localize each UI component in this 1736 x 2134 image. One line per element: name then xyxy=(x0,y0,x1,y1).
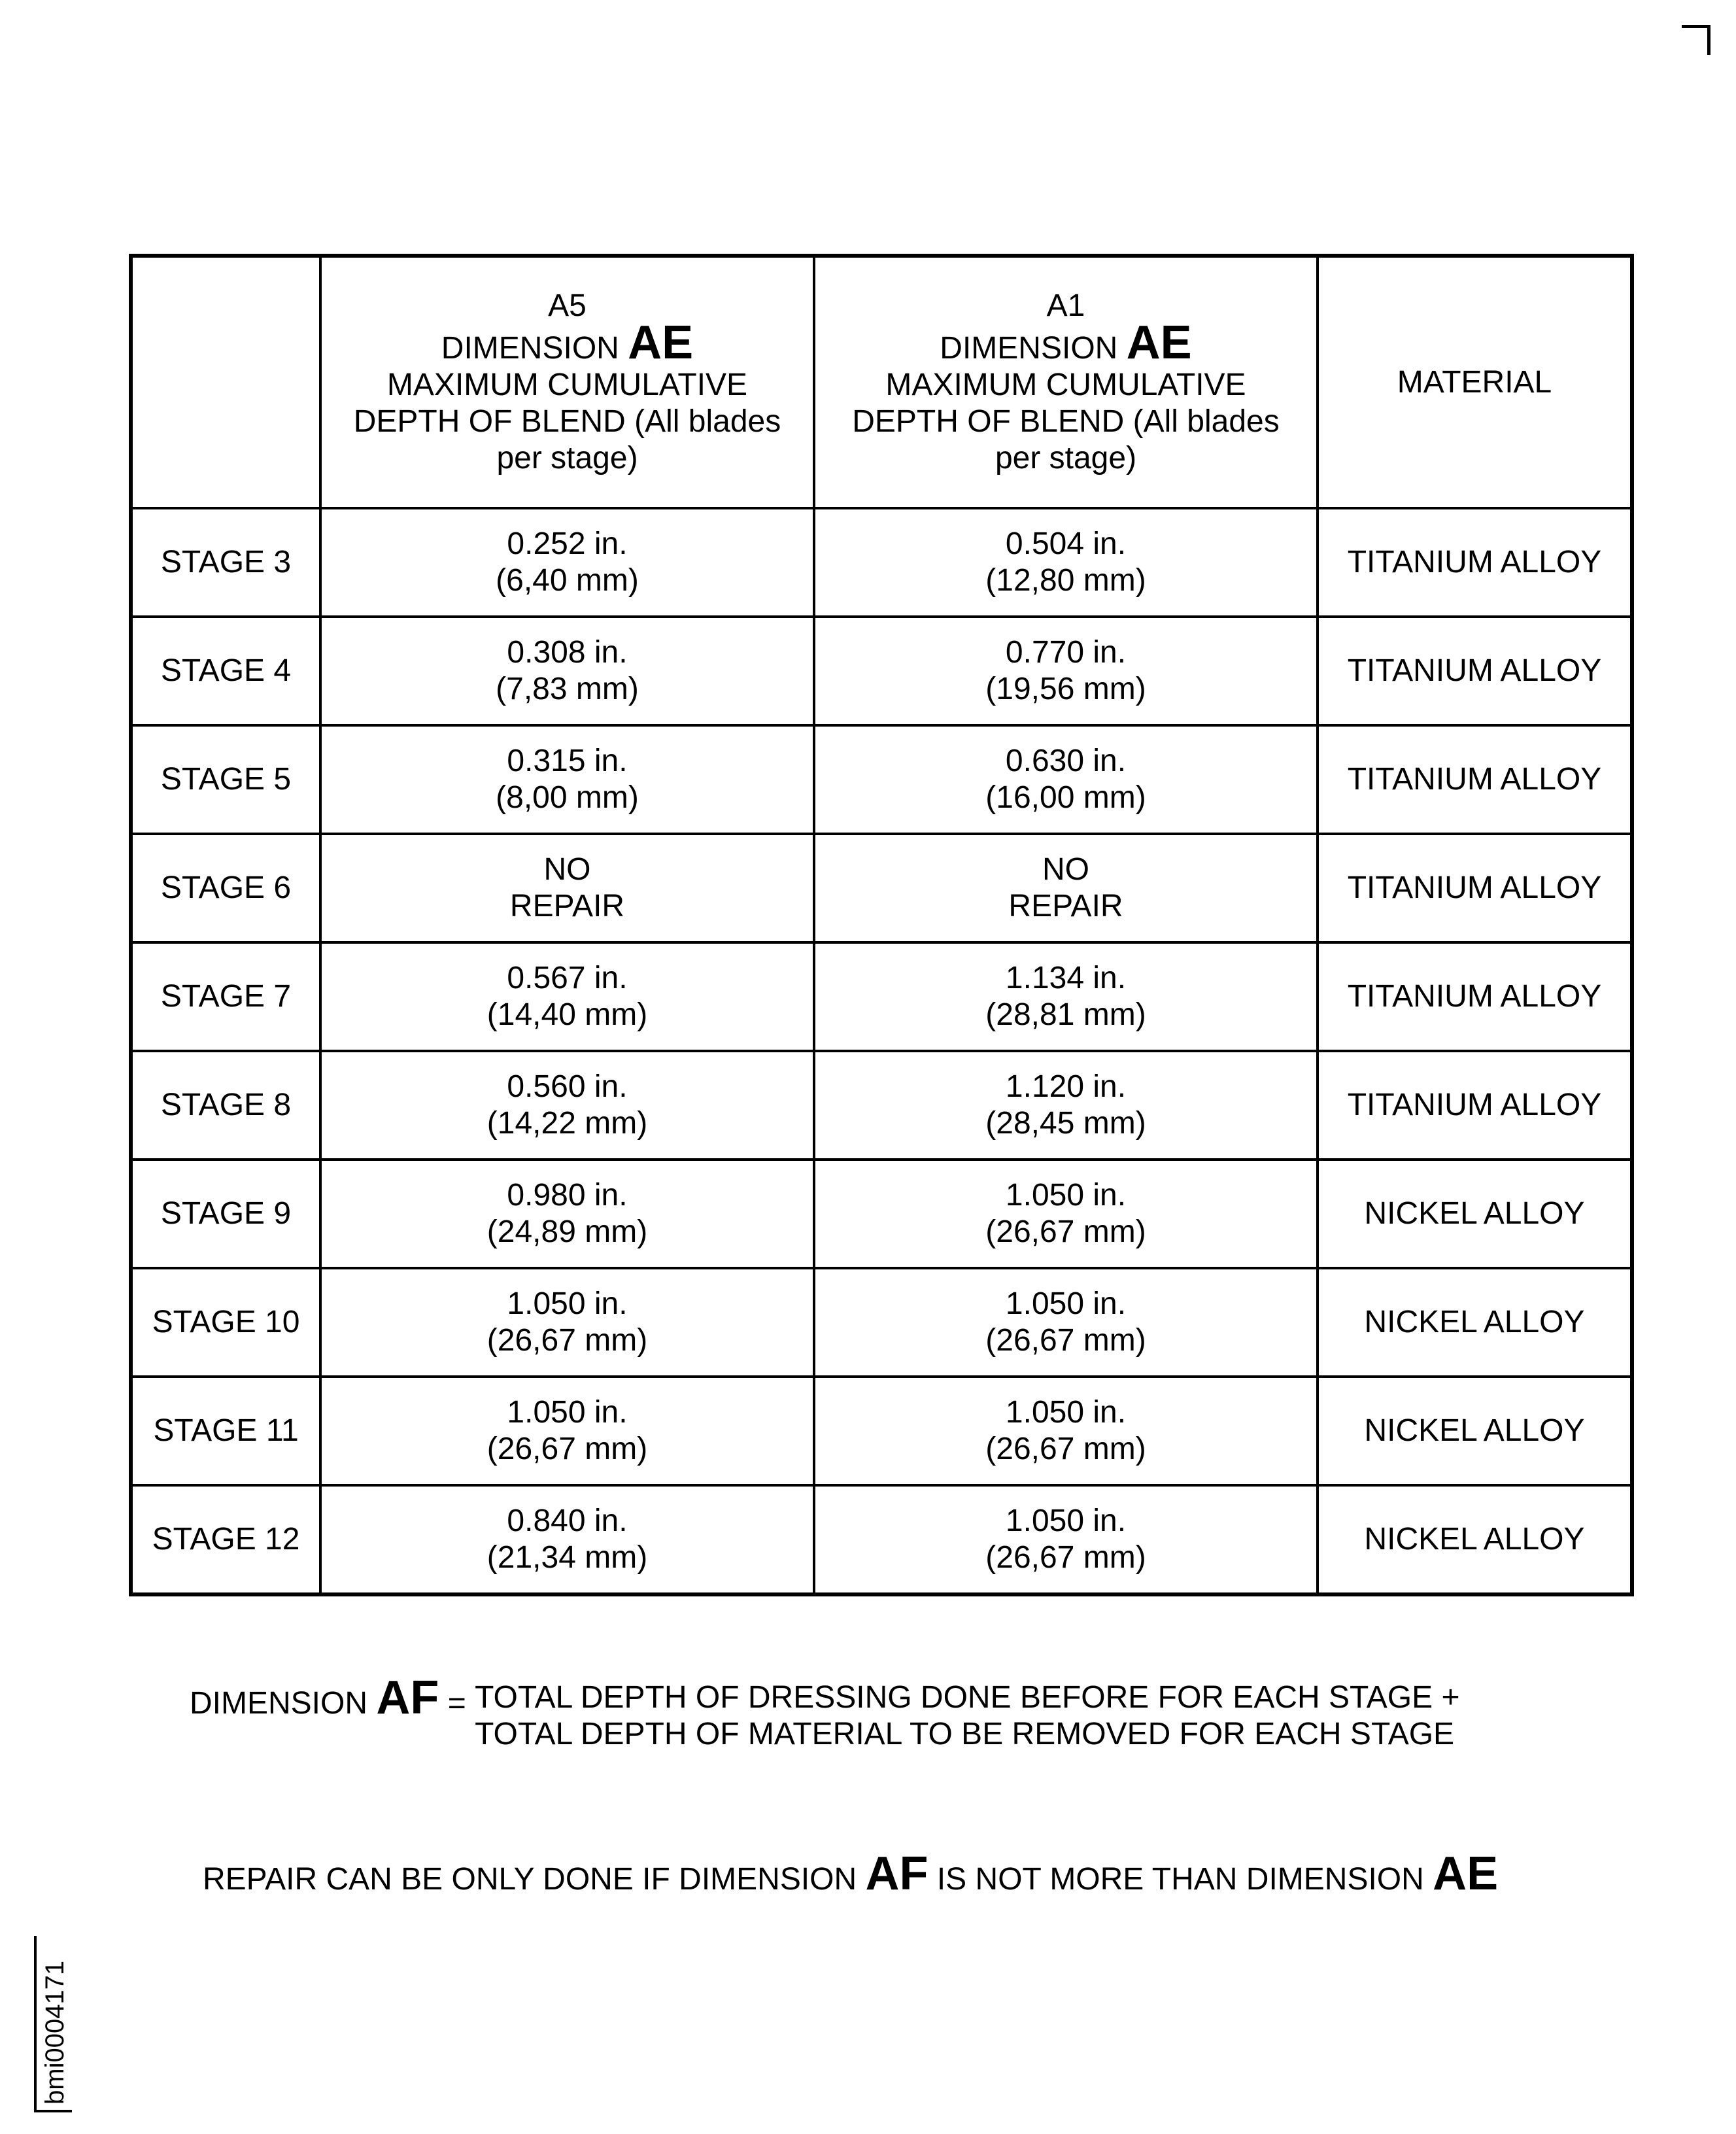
a1-depth-cell xyxy=(814,508,1318,617)
a1-depth-cell xyxy=(814,942,1318,1051)
a1-depth-line: 1.050 in. xyxy=(1005,1395,1127,1430)
material-cell: TITANIUM ALLOY xyxy=(1318,508,1632,617)
repair-note-part1: REPAIR CAN BE ONLY DONE IF DIMENSION xyxy=(203,1862,857,1897)
a1-depth-line: (26,67 mm) xyxy=(985,1214,1146,1249)
a1-depth-cell xyxy=(814,1485,1318,1594)
stage-cell: STAGE 7 xyxy=(131,942,320,1051)
material-cell: NICKEL ALLOY xyxy=(1318,1160,1632,1268)
table-header-row xyxy=(131,256,1632,508)
material-cell: TITANIUM ALLOY xyxy=(1318,942,1632,1051)
material-cell: NICKEL ALLOY xyxy=(1318,1485,1632,1594)
stage-cell: STAGE 5 xyxy=(131,725,320,834)
a1-depth-line: NO xyxy=(1042,852,1089,887)
stage-cell: STAGE 3 xyxy=(131,508,320,617)
a1-depth-line: 1.120 in. xyxy=(1005,1069,1127,1104)
table-body xyxy=(131,508,1632,1594)
a5-depth-line: 0.560 in. xyxy=(507,1069,628,1104)
af-note-equals: = xyxy=(447,1686,466,1721)
af-note-line2: TOTAL DEPTH OF MATERIAL TO BE REMOVED FOR EACH STAGE xyxy=(475,1717,1455,1751)
a5-depth-line: (26,67 mm) xyxy=(486,1432,648,1466)
table-row xyxy=(131,1051,1632,1160)
a5-depth-line: (21,34 mm) xyxy=(486,1540,648,1575)
material-cell: TITANIUM ALLOY xyxy=(1318,725,1632,834)
header-a5-line2: DEPTH OF BLEND (All blades xyxy=(353,404,781,439)
table-row xyxy=(131,942,1632,1051)
a5-depth-line: (24,89 mm) xyxy=(486,1214,648,1249)
a5-depth-line: NO xyxy=(543,852,591,887)
table-row xyxy=(131,1377,1632,1485)
stage-cell: STAGE 8 xyxy=(131,1051,320,1160)
repair-note-part2: IS NOT MORE THAN DIMENSION xyxy=(936,1862,1424,1897)
table-row xyxy=(131,617,1632,725)
figure-id: bmi0004171 xyxy=(41,1960,69,2105)
header-a5-line3: per stage) xyxy=(496,441,638,475)
a1-depth-cell xyxy=(814,834,1318,942)
stage-cell: STAGE 9 xyxy=(131,1160,320,1268)
stage-cell: STAGE 10 xyxy=(131,1268,320,1377)
a1-depth-line: (28,45 mm) xyxy=(985,1106,1146,1141)
a5-depth-cell xyxy=(320,617,814,725)
a5-depth-line: 0.315 in. xyxy=(507,744,628,778)
header-a5-line1: MAXIMUM CUMULATIVE xyxy=(386,368,748,402)
a5-depth-line: (8,00 mm) xyxy=(496,780,639,815)
header-a5 xyxy=(320,256,814,508)
material-cell: TITANIUM ALLOY xyxy=(1318,1051,1632,1160)
af-note-definition xyxy=(475,1679,1459,1753)
a1-depth-cell xyxy=(814,1377,1318,1485)
af-note-code: AF xyxy=(376,1672,439,1724)
a5-depth-line: (6,40 mm) xyxy=(496,563,639,598)
table-row xyxy=(131,508,1632,617)
stage-cell: STAGE 12 xyxy=(131,1485,320,1594)
header-a1-dimension-word: DIMENSION xyxy=(940,331,1118,366)
table-row xyxy=(131,1268,1632,1377)
a5-depth-cell xyxy=(320,1485,814,1594)
stage-cell: STAGE 11 xyxy=(131,1377,320,1485)
a5-depth-line: (26,67 mm) xyxy=(486,1323,648,1358)
a5-depth-line: 0.567 in. xyxy=(507,961,628,995)
af-note-prefix: DIMENSION xyxy=(190,1686,368,1721)
a1-depth-line: (12,80 mm) xyxy=(985,563,1146,598)
a5-depth-line: (14,22 mm) xyxy=(486,1106,648,1141)
header-stage xyxy=(131,256,320,508)
a1-depth-cell xyxy=(814,725,1318,834)
a1-depth-cell xyxy=(814,1268,1318,1377)
a5-depth-line: 0.840 in. xyxy=(507,1504,628,1538)
table-row xyxy=(131,1160,1632,1268)
header-a5-dimension xyxy=(328,317,806,369)
a5-depth-cell xyxy=(320,1377,814,1485)
a5-depth-line: 0.980 in. xyxy=(507,1178,628,1213)
figure-id-bracket xyxy=(34,1936,72,2112)
a1-depth-cell xyxy=(814,1051,1318,1160)
blend-limits-table xyxy=(129,254,1634,1596)
a1-depth-line: (28,81 mm) xyxy=(985,997,1146,1032)
a1-depth-line: 0.770 in. xyxy=(1005,635,1127,670)
repair-note-code2: AE xyxy=(1433,1848,1499,1900)
header-a1-dimension-code: AE xyxy=(1126,317,1192,369)
material-cell: NICKEL ALLOY xyxy=(1318,1268,1632,1377)
header-a5-dimension-word: DIMENSION xyxy=(441,331,619,366)
a5-depth-line: 0.252 in. xyxy=(507,526,628,561)
a5-depth-cell xyxy=(320,942,814,1051)
header-a1-line1: MAXIMUM CUMULATIVE xyxy=(885,368,1246,402)
header-a1 xyxy=(814,256,1318,508)
header-a5-model: A5 xyxy=(548,288,587,323)
a5-depth-line: 1.050 in. xyxy=(507,1286,628,1321)
table-row xyxy=(131,725,1632,834)
a5-depth-cell xyxy=(320,834,814,942)
a5-depth-line: 0.308 in. xyxy=(507,635,628,670)
a1-depth-line: 1.050 in. xyxy=(1005,1504,1127,1538)
a1-depth-line: (16,00 mm) xyxy=(985,780,1146,815)
a5-depth-line: (14,40 mm) xyxy=(486,997,648,1032)
a1-depth-line: REPAIR xyxy=(1008,889,1123,923)
a1-depth-cell xyxy=(814,617,1318,725)
a1-depth-line: 1.050 in. xyxy=(1005,1286,1127,1321)
material-cell: TITANIUM ALLOY xyxy=(1318,834,1632,942)
header-a1-dimension xyxy=(822,317,1310,369)
a1-depth-line: (19,56 mm) xyxy=(985,672,1146,706)
a1-depth-line: 1.050 in. xyxy=(1005,1178,1127,1213)
a5-depth-line: 1.050 in. xyxy=(507,1395,628,1430)
a5-depth-line: (7,83 mm) xyxy=(496,672,639,706)
header-a1-model: A1 xyxy=(1046,288,1085,323)
table-row xyxy=(131,1485,1632,1594)
header-a5-dimension-code: AE xyxy=(628,317,694,369)
a1-depth-line: 1.134 in. xyxy=(1005,961,1127,995)
repair-note-code1: AF xyxy=(865,1848,928,1900)
a5-depth-cell xyxy=(320,1051,814,1160)
stage-cell: STAGE 6 xyxy=(131,834,320,942)
material-cell: NICKEL ALLOY xyxy=(1318,1377,1632,1485)
repair-condition-note xyxy=(203,1848,1498,1906)
a5-depth-line: REPAIR xyxy=(509,889,625,923)
corner-crop-mark xyxy=(1682,25,1710,55)
a1-depth-line: 0.504 in. xyxy=(1005,526,1127,561)
header-material: MATERIAL xyxy=(1318,256,1632,508)
a1-depth-line: 0.630 in. xyxy=(1005,744,1127,778)
header-a1-line3: per stage) xyxy=(995,441,1137,475)
a1-depth-line: (26,67 mm) xyxy=(985,1432,1146,1466)
a5-depth-cell xyxy=(320,508,814,617)
a5-depth-cell xyxy=(320,1268,814,1377)
material-cell: TITANIUM ALLOY xyxy=(1318,617,1632,725)
af-note-line1: TOTAL DEPTH OF DRESSING DONE BEFORE FOR EACH STAGE + xyxy=(475,1680,1460,1715)
af-definition-note xyxy=(190,1672,1460,1753)
a1-depth-cell xyxy=(814,1160,1318,1268)
a1-depth-line: (26,67 mm) xyxy=(985,1540,1146,1575)
a5-depth-cell xyxy=(320,725,814,834)
a5-depth-cell xyxy=(320,1160,814,1268)
a1-depth-line: (26,67 mm) xyxy=(985,1323,1146,1358)
header-a1-line2: DEPTH OF BLEND (All blades xyxy=(852,404,1280,439)
table-row xyxy=(131,834,1632,942)
stage-cell: STAGE 4 xyxy=(131,617,320,725)
